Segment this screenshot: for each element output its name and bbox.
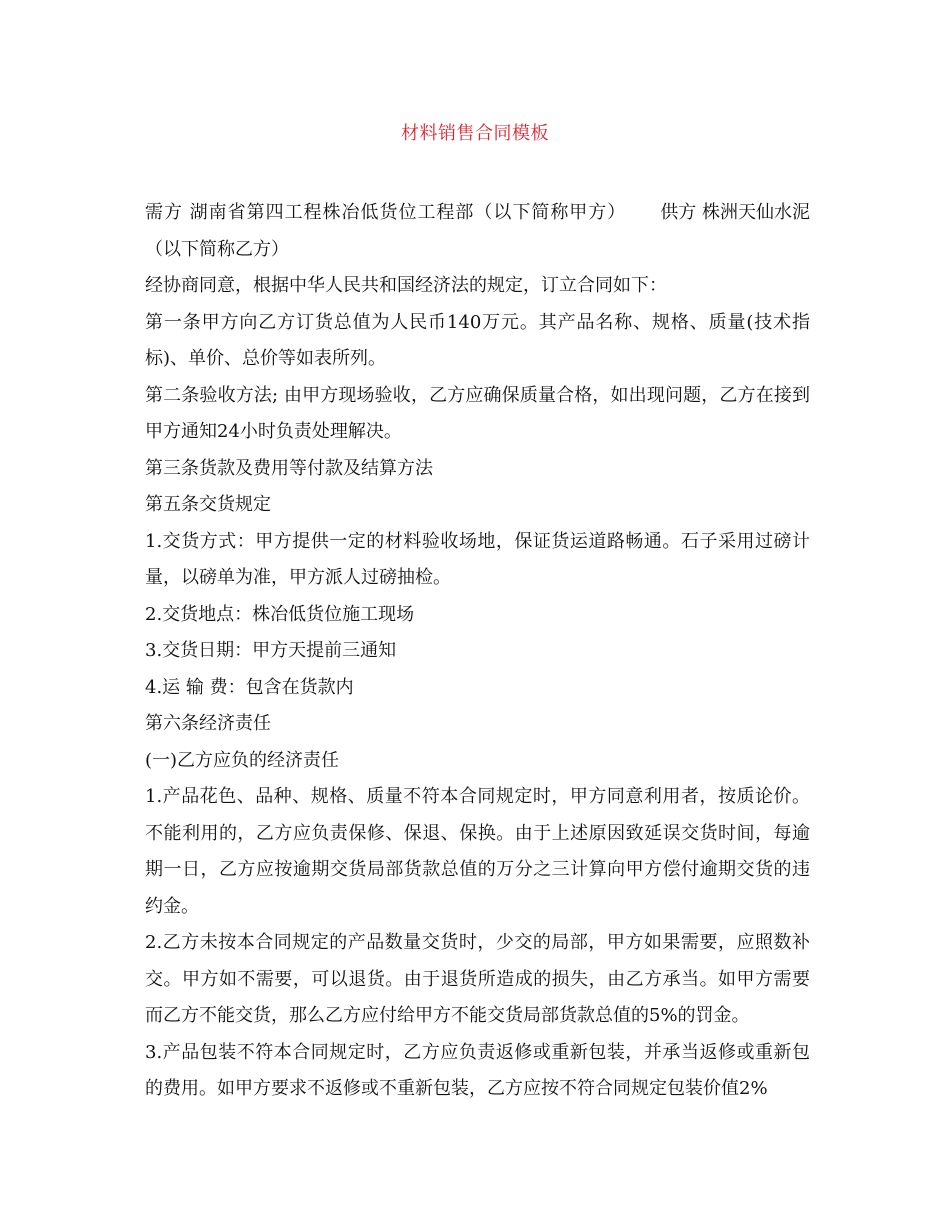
- supplier-liability-heading: (一)乙方应负的经济责任: [145, 749, 340, 771]
- article-1-order-value: 第一条甲方向乙方订货总值为人民币140万元。其产品名称、规格、质量(技术指标)、单价、总价等如表所列。: [145, 311, 810, 369]
- liability-clause-1: 1.产品花色、品种、规格、质量不符本合同规定时，甲方同意利用者，按质论价。不能利用的，乙方应负责保修、保退、保换。由于上述原因致延误交货时间，每逾期一日，乙方应按逾期交货局部货款总值的万分之三计算向甲方偿付逾期交货的违约金。: [145, 786, 810, 917]
- article-2-inspection: 第二条验收方法; 由甲方现场验收，乙方应确保质量合格，如出现问题，乙方在接到甲方通知24小时负责处理解决。: [145, 384, 810, 442]
- delivery-transport-fee: 4.运 输 费：包含在货款内: [145, 676, 354, 698]
- document-title: 材料销售合同模板: [401, 123, 549, 144]
- liability-clause-2: 2.乙方未按本合同规定的产品数量交货时，少交的局部，甲方如果需要，应照数补交。甲方如不需要，可以退货。由于退货所造成的损失，由乙方承当。如甲方需要而乙方不能交货，那么乙方应付给甲方不能交货局部货款总值的5%的罚金。: [145, 932, 810, 1026]
- liability-clause-3: 3.产品包装不符本合同规定时，乙方应负责返修或重新包装，并承当返修或重新包的费用。如甲方要求不返修或不重新包装，乙方应按不符合同规定包装价值2%: [145, 1041, 810, 1099]
- article-3-payment: 第三条货款及费用等付款及结算方法: [145, 457, 433, 479]
- delivery-date: 3.交货日期：甲方天提前三通知: [145, 640, 397, 661]
- delivery-method: 1.交货方式：甲方提供一定的材料验收场地，保证货运道路畅通。石子采用过磅计量，以磅单为准，甲方派人过磅抽检。: [145, 530, 810, 588]
- supplier-party-suffix: （以下简称乙方）: [145, 238, 289, 260]
- parties-paragraph: [145, 195, 810, 268]
- document-body: [145, 195, 810, 1108]
- agreement-intro: 经协商同意，根据中华人民共和国经济法的规定，订立合同如下：: [145, 275, 667, 296]
- supplier-party: 供方 株洲天仙水泥: [660, 202, 810, 223]
- article-5-delivery: 第五条交货规定: [145, 494, 271, 515]
- delivery-location: 2.交货地点：株冶低货位施工现场: [145, 603, 415, 625]
- buyer-party: 需方 湖南省第四工程株冶低货位工程部（以下简称甲方）: [145, 202, 627, 223]
- article-6-liability: 第六条经济责任: [145, 713, 271, 734]
